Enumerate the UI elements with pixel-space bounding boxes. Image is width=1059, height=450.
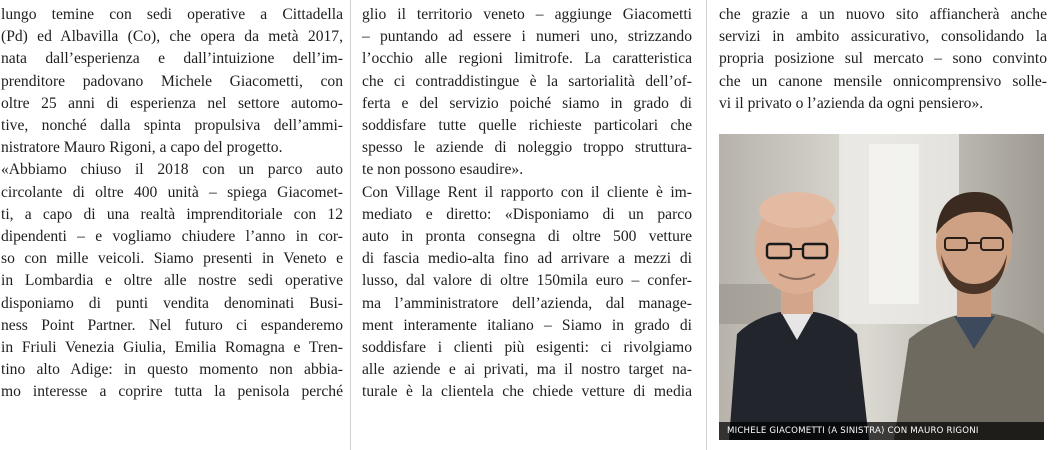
text-line: turale è la clientela che chiede vetture di media xyxy=(362,383,692,401)
text-line: nata dall’esperienza e dall’intuizione dell’im- xyxy=(1,50,343,68)
text-line: ma l’amministratore dell’azienda, dal manage- xyxy=(362,294,692,312)
text-line: che un canone mensile onnicomprensivo solle- xyxy=(719,72,1047,90)
text-line: te non possono esaudire». xyxy=(362,161,524,179)
text-line: propria posizione sul mercato – sono convinto xyxy=(719,50,1047,68)
text-line: disponiamo di punti vendita denominati Busi- xyxy=(1,294,343,312)
text-line: soddisfare i clienti più esigenti: ci rivolgiamo xyxy=(362,339,692,357)
text-line: servizi in ambito assicurativo, consolidando la xyxy=(719,28,1047,46)
text-line: «Abbiamo chiuso il 2018 con un parco auto xyxy=(1,161,343,179)
text-line: mo interesse a coprire tutta la penisola perché xyxy=(1,383,343,401)
text-line: auto in pronta consegna di oltre 500 vetture xyxy=(362,228,692,246)
text-line: mediato e diretto: «Disponiamo di un parco xyxy=(362,205,692,223)
text-line: spesso le aziende di noleggio troppo struttura- xyxy=(362,139,692,157)
text-line: che ci contraddistingue è la sartorialità dell’of- xyxy=(362,72,692,90)
text-line: circolante di oltre 400 unità – spiega Giacomet- xyxy=(1,183,343,201)
text-line: so con mille veicoli. Siamo presenti in Veneto e xyxy=(1,250,343,268)
article-column-1 xyxy=(1,4,343,404)
text-line: ness Point Partner. Nel futuro ci espanderemo xyxy=(1,316,343,334)
text-line: di fascia medio-alta fino ad arrivare a mezzi di xyxy=(362,250,692,268)
text-line: nistratore Mauro Rigoni, a capo del progetto. xyxy=(1,139,283,157)
text-line: soddisfare tutte quelle richieste particolari che xyxy=(362,117,692,135)
text-line: ferta e del servizio poiché siamo in grado di xyxy=(362,94,692,112)
column-divider xyxy=(706,0,707,450)
text-line: che grazie a un nuovo sito affiancherà anche xyxy=(719,6,1047,23)
article-photo xyxy=(719,134,1044,440)
text-line: Con Village Rent il rapporto con il cliente è im- xyxy=(362,183,692,201)
text-line: tino alto Adige: in questo momento non abbia- xyxy=(1,361,343,379)
text-line: vi il privato o l’azienda da ogni pensiero». xyxy=(719,94,984,112)
text-line: tive, nonché dalla spinta propulsiva dell’ammi- xyxy=(1,117,343,135)
text-line: (Pd) ed Albavilla (Co), che opera da metà 2017, xyxy=(1,28,343,46)
portrait-illustration xyxy=(719,134,1044,440)
text-line: glio il territorio veneto – aggiunge Giacometti xyxy=(362,6,692,23)
text-line: lusso, dal valore di oltre 150mila euro – confer- xyxy=(362,272,692,290)
text-line: l’occhio alle regioni limitrofe. La caratteristica xyxy=(362,50,692,68)
text-line: ment interamente italiano – Siamo in grado di xyxy=(362,316,692,334)
article-column-3 xyxy=(719,4,1047,115)
text-line: lungo temine con sedi operative a Cittadella xyxy=(1,6,343,23)
text-line: alle aziende e ai privati, ma il nostro target na- xyxy=(362,361,692,379)
text-line: – puntando ad essere i numeri uno, strizzando xyxy=(362,28,692,46)
text-line: dipendenti – e vogliamo chiudere l’anno in cor- xyxy=(1,228,343,246)
text-line: prenditore padovano Michele Giacometti, con xyxy=(1,72,343,90)
photo-caption: MICHELE GIACOMETTI (A SINISTRA) CON MAURO RIGONI xyxy=(719,422,1044,440)
column-divider xyxy=(350,0,351,450)
text-line: in Lombardia e oltre alle nostre sedi operative xyxy=(1,272,343,290)
article-column-2 xyxy=(362,4,692,404)
text-line: in Friuli Venezia Giulia, Emilia Romagna e Tren- xyxy=(1,339,343,357)
text-line: ti, a capo di una realtà imprenditoriale con 12 xyxy=(1,205,343,223)
text-line: oltre 25 anni di esperienza nel settore automo- xyxy=(1,94,343,112)
